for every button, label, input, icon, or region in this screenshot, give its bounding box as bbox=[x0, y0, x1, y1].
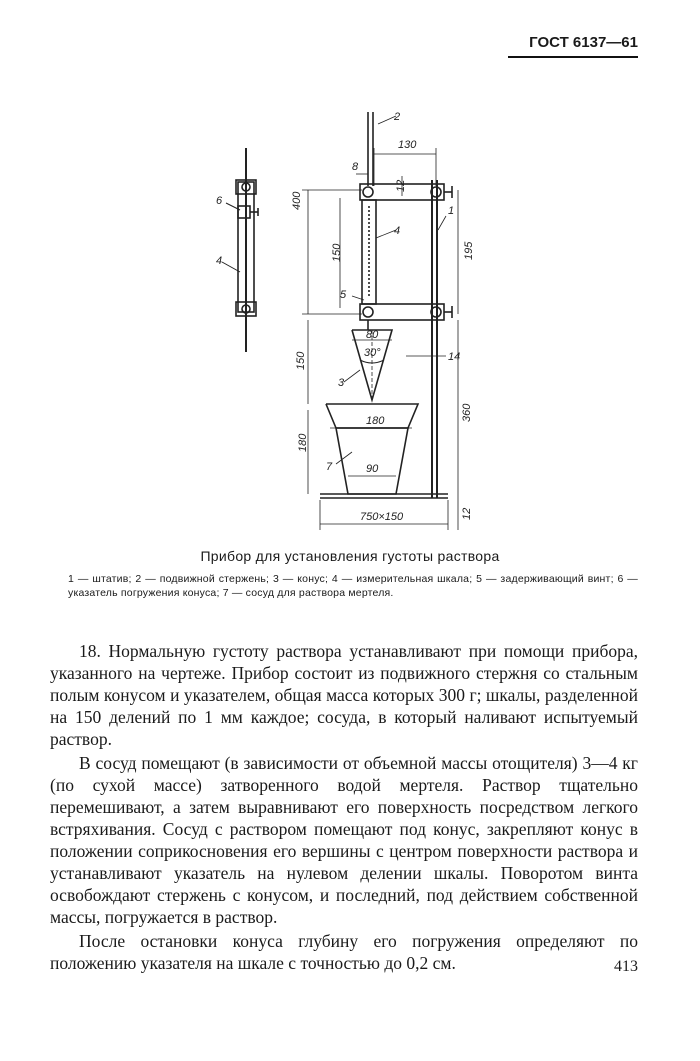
callout-7: 7 bbox=[326, 461, 333, 473]
callout-2: 2 bbox=[394, 111, 401, 123]
paragraph: В сосуд помещают (в зависимости от объемной массы отощителя) 3—4 кг (по сухой массе) затворенного водой мертеля. Раствор тщательно перемешивают, а затем выравнивают его поверхность посредством легкого встряхивания. Сосуд с раствором помещают под конус, закрепляют конус в положении соприкосновения его вершины с центром поверхности раствора и устанавливают указатель на нулевом делении шкалы. Поворотом винта освобождают стержень с конусом, и последний, под действием собственной массы, погружается в раствор. bbox=[50, 753, 638, 927]
dim-30deg: 30° bbox=[364, 347, 381, 359]
dim-130: 130 bbox=[398, 139, 417, 151]
paragraph: После остановки конуса глубину его погружения определяют по положению указателя на шкале с точностью до 0,2 см. bbox=[50, 931, 638, 973]
figure-legend: 1 — штатив; 2 — подвижной стержень; 3 — конус; 4 — измерительная шкала; 5 — задерживающий винт; 6 — указатель погружения конуса; 7 — сосуд для раствора мертеля. bbox=[68, 573, 638, 599]
dim-12-top: 12 bbox=[395, 179, 407, 192]
dim-180-height: 180 bbox=[297, 433, 309, 452]
body-text bbox=[50, 640, 638, 976]
dim-360: 360 bbox=[461, 403, 473, 422]
callout-8: 8 bbox=[352, 161, 359, 173]
callout-3: 3 bbox=[338, 377, 345, 389]
dim-195: 195 bbox=[463, 241, 475, 260]
dim-90: 90 bbox=[366, 463, 379, 475]
dim-750x150: 750×150 bbox=[360, 511, 404, 523]
figure-caption: Прибор для установления густоты раствора bbox=[200, 548, 500, 564]
dim-14: 14 bbox=[448, 351, 461, 363]
dim-150-scale: 150 bbox=[331, 243, 343, 262]
callout-4-side: 4 bbox=[216, 255, 223, 267]
page-number: 413 bbox=[614, 958, 638, 975]
callout-5: 5 bbox=[340, 289, 347, 301]
callout-1: 1 bbox=[448, 205, 455, 217]
callout-4-scale: 4 bbox=[394, 225, 401, 237]
callout-6: 6 bbox=[216, 195, 223, 207]
dim-12-bottom: 12 bbox=[461, 507, 473, 520]
dim-180-vessel: 180 bbox=[366, 415, 385, 427]
paragraph: 18. Нормальную густоту раствора устанавливают при помощи прибора, указанного на чертеже. Прибор состоит из подвижного стержня со стальным полым конусом и указателем, общая масса которых 300 г; шкалы, разделенной на 150 делений по 1 мм каждое; сосуда, в который наливают испытуемый раствор. bbox=[50, 641, 638, 749]
dim-400: 400 bbox=[291, 191, 303, 210]
standard-code: ГОСТ 6137—61 bbox=[508, 34, 638, 58]
dim-150-cone: 150 bbox=[295, 351, 307, 370]
dim-80: 80 bbox=[366, 329, 379, 341]
